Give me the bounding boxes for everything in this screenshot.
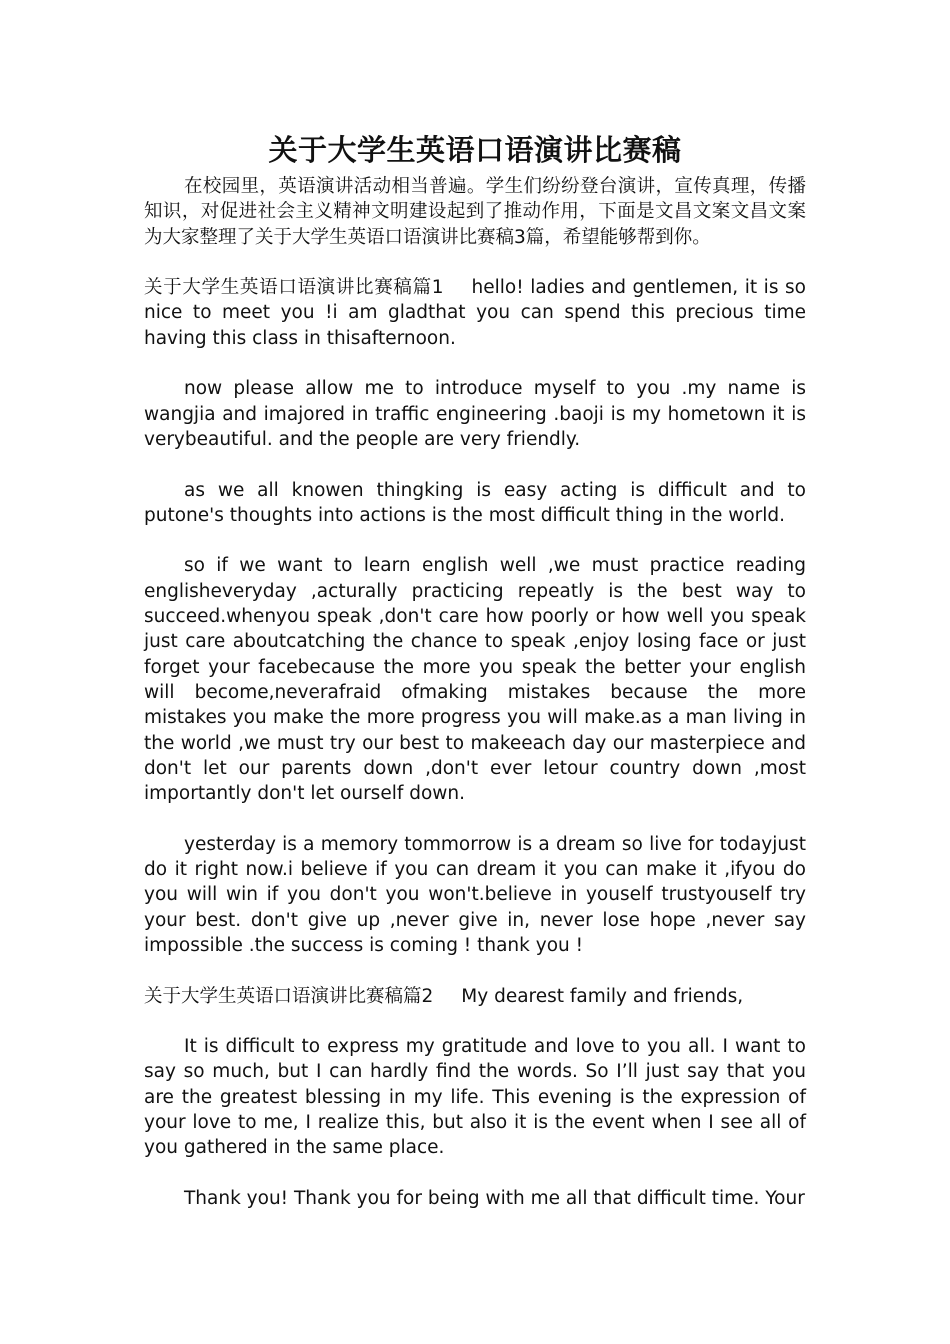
section-1-paragraph-4: yesterday is a memory tommorrow is a dream so live for todayjust do it right now.i believe if you can dream it you can make it ,ifyou do you will win if you don't you won't.believe in youself trustyouself try your best. don't give up ,never give in, never lose hope ,never say impossible .the success is coming ! thank you ! [144,833,806,956]
section-2-paragraph-2: Thank you! Thank you for being with me all that difficult time. Your [184,1187,805,1209]
section-2-lead: My dearest family and friends, [461,985,744,1007]
section-2-heading [144,984,806,1009]
section-1-label: 关于大学生英语口语演讲比赛稿篇1 [144,277,444,299]
section-1-lead: hello! ladies and gentlemen, it is so nice to meet you !i am gladthat you can spend this precious time having this class in thisafternoon. [144,277,806,349]
section-1-paragraph-1: now please allow me to introduce myself to you .my name is wangjia and imajored in traffic engineering .baoji is my hometown it is verybeautiful. and the people are very friendly. [144,378,806,450]
section-2-paragraph-1: It is difficult to express my gratitude and love to you all. I want to say so much, but I can hardly find the words. So I’ll just say that you are the greatest blessing in my life. This evening is the expression of your love to me, I realize this, but also it is the event when I see all of you gathered in the same place. [144,1036,806,1159]
document-body [144,174,806,1211]
section-1-paragraph-2: as we all knowen thingking is easy acting is difficult and to putone's thoughts into actions is the most difficult thing in the world. [144,479,806,526]
section-1-paragraph-3: so if we want to learn english well ,we must practice reading englisheveryday ,acturally practicing repeatly is the best way to succeed.whenyou speak ,don't care how poorly or how well you speak just care aboutcatching the chance to speak ,enjoy losing face or just forget your facebecause the more you speak the better your english will become,neverafraid ofmaking mistakes because the more mistakes you make the more progress you will make.as a man living in the world ,we must try our best to makeeach day our masterpiece and don't let our parents down ,don't ever letour country down ,most importantly don't let ourself down. [144,555,806,805]
document-title: 关于大学生英语口语演讲比赛稿 [268,133,682,167]
intro-paragraph: 在校园里，英语演讲活动相当普遍。学生们纷纷登台演讲，宣传真理，传播知识，对促进社会主义精神文明建设起到了推动作用，下面是文昌文案文昌文案为大家整理了关于大学生英语口语演讲比赛稿3篇，希望能够帮到你。 [144,176,806,248]
section-1-heading [144,275,806,351]
section-2-label: 关于大学生英语口语演讲比赛稿篇2 [144,985,434,1007]
